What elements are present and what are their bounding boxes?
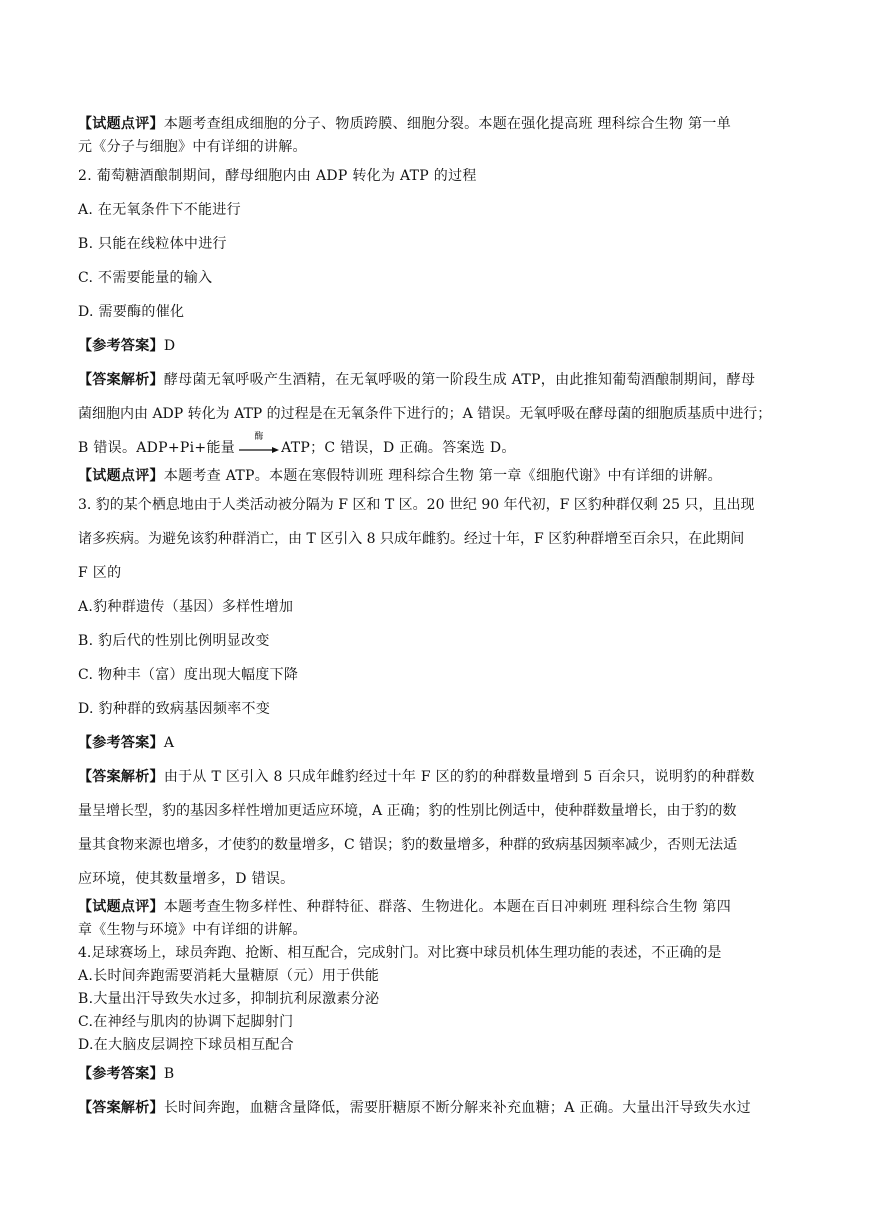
q3-option-a: A.豹种群遗传（基因）多样性增加 [78,599,294,615]
comment-tag: 【试题点评】 [78,899,164,915]
answer-tag: 【参考答案】 [78,1066,164,1082]
q4-option-b: B.大量出汗导致失水过多，抑制抗利尿激素分泌 [78,991,380,1007]
q3-analysis-line1: 【答案解析】由于从 T 区引入 8 只成年雌豹经过十年 F 区的豹的种群数量增到 5 百余只，说明豹的种群数 [78,769,755,785]
comment-q1-line1: 【试题点评】本题考查组成细胞的分子、物质跨膜、细胞分裂。本题在强化提高班 理科综合生物 第一单 [78,116,732,132]
answer-value: B [163,1066,175,1082]
document-page [78,113,793,1125]
reaction-arrow-icon [239,432,279,454]
q2-option-c: C. 不需要能量的输入 [78,270,213,286]
q2-stem: 2. 葡萄糖酒酿制期间，酵母细胞内由 ADP 转化为 ATP 的过程 [78,168,477,184]
analysis-tag: 【答案解析】 [78,769,164,785]
q2-option-d: D. 需要酶的催化 [78,304,185,320]
q3-analysis-line2: 量呈增长型，豹的基因多样性增加更适应环境，A 正确；豹的性别比例适中，使种群数量增长，由于豹的数 [78,803,737,819]
q2-option-a: A. 在无氧条件下不能进行 [78,202,241,218]
q3-option-b: B. 豹后代的性别比例明显改变 [78,633,270,649]
q2-analysis-line1: 【答案解析】酵母菌无氧呼吸产生酒精，在无氧呼吸的第一阶段生成 ATP，由此推知葡萄酒酿制期间，酵母 [78,372,756,388]
q3-stem-line1: 3. 豹的某个栖息地由于人类活动被分隔为 F 区和 T 区。20 世纪 90 年代初，F 区豹种群仅剩 25 只，且出现 [78,497,755,513]
q2-option-b: B. 只能在线粒体中进行 [78,236,227,252]
q3-stem-line2: 诸多疾病。为避免该豹种群消亡，由 T 区引入 8 只成年雌豹。经过十年，F 区豹种群增至百余只，在此期间 [78,531,745,547]
q3-analysis-line4: 应环境，使其数量增多，D 错误。 [78,871,295,887]
analysis-tag: 【答案解析】 [78,372,164,388]
answer-value: A [163,735,175,751]
q3-answer [78,726,793,760]
q3-analysis-line3: 量其食物来源也增多，才使豹的数量增多，C 错误；豹的数量增多，种群的致病基因频率减少，否则无法适 [78,837,738,853]
answer-tag: 【参考答案】 [78,735,164,751]
q3-stem-line3: F 区的 [78,565,122,581]
answer-tag: 【参考答案】 [78,338,164,354]
answer-value: D [163,338,176,354]
enzyme-label: 酶 [254,432,264,442]
q3-option-d: D. 豹种群的致病基因频率不变 [78,701,271,717]
q2-analysis-line2: 菌细胞内由 ADP 转化为 ATP 的过程是在无氧条件下进行的；A 错误。无氧呼吸在酵母菌的细胞质基质中进行； [78,406,772,422]
q4-option-c: C.在神经与肌肉的协调下起脚射门 [78,1014,294,1030]
comment-tag: 【试题点评】 [78,116,164,132]
q2-analysis-line3: B 错误。ADP+Pi+能量 酶 ATP；C 错误，D 正确。答案选 D。 [78,432,516,456]
q3-option-c: C. 物种丰（富）度出现大幅度下降 [78,667,299,683]
q2-answer [78,329,793,363]
comment-tag: 【试题点评】 [78,468,164,484]
q4-option-a: A.长时间奔跑需要消耗大量糖原（元）用于供能 [78,968,380,984]
q3-comment-line2: 章《生物与环境》中有详细的讲解。 [78,922,307,938]
q3-comment-line1: 【试题点评】本题考查生物多样性、种群特征、群落、生物进化。本题在百日冲刺班 理科综合生物 第四 [78,899,732,915]
q4-answer [78,1057,793,1091]
q4-option-d: D.在大脑皮层调控下球员相互配合 [78,1037,294,1053]
q4-stem: 4.足球赛场上，球员奔跑、抢断、相互配合，完成射门。对比赛中球员机体生理功能的表述，不正确的是 [78,945,722,961]
q4-analysis-line1: 【答案解析】长时间奔跑，血糖含量降低，需要肝糖原不断分解来补充血糖；A 正确。大量出汗导致失水过 [78,1100,751,1116]
q2-comment: 【试题点评】本题考查 ATP。本题在寒假特训班 理科综合生物 第一章《细胞代谢》中有详细的讲解。 [78,468,722,484]
comment-q1-line2: 元《分子与细胞》中有详细的讲解。 [78,139,307,155]
analysis-tag: 【答案解析】 [78,1100,164,1116]
